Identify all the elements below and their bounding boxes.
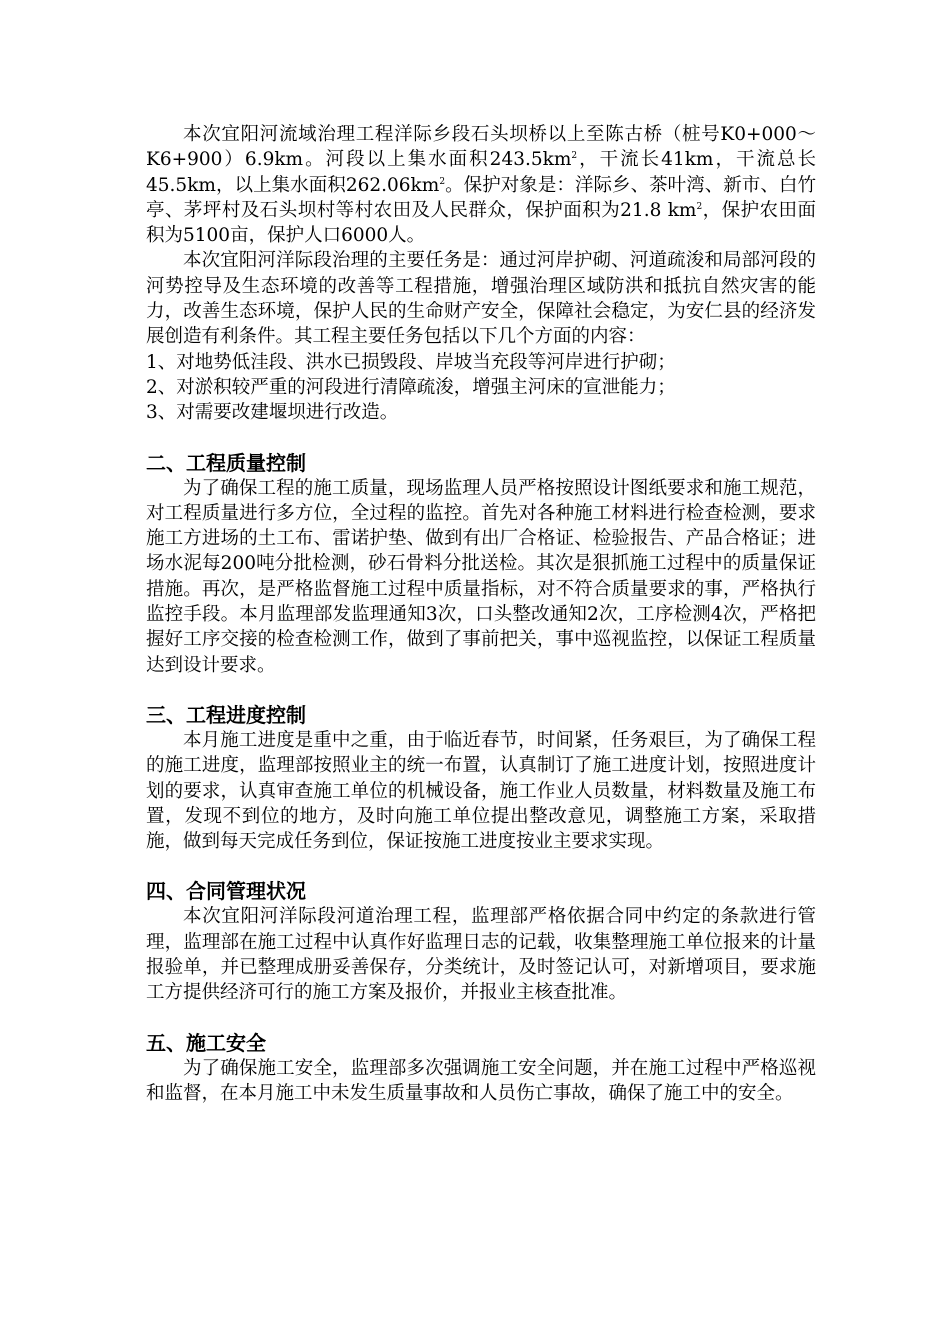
section-quality-control bbox=[146, 451, 816, 678]
section-heading: 二、工程质量控制 bbox=[146, 450, 306, 475]
section-body: 本次宜阳河洋际段河道治理工程，监理部严格依据合同中约定的条款进行管理，监理部在施工过程中认真作好监理日志的记载，收集整理施工单位报来的计量报验单，并已整理成册妥善保存，分类统计，及时签记认可，对新增项目，要求施工方提供经济可行的施工方案及报价，并报业主核查批准。 bbox=[146, 906, 816, 1004]
intro-text-part-1: 本次宜阳河流域治理工程洋际乡段石头坝桥以上至陈古桥（桩号K0+000～K6+900）6.9km。河段以上集水面积243.5km bbox=[146, 124, 816, 171]
section-heading: 四、合同管理状况 bbox=[146, 879, 306, 904]
section-construction-safety bbox=[146, 1031, 816, 1107]
section-body: 为了确保施工安全，监理部多次强调施工安全问题，并在施工过程中严格巡视和监督，在本月施工中未发生质量事故和人员伤亡事故，确保了施工中的安全。 bbox=[146, 1057, 816, 1104]
intro-text-part-3: 。保护对象是：洋际乡、茶叶湾、新市、白竹亭、茅坪村及石头坝村等村农田及人民群众，保护面积为21.8 km bbox=[146, 174, 816, 221]
task-list-item: 1、对地势低洼段、洪水已损毁段、岸坡当充段等河岸进行护砌； bbox=[146, 351, 676, 373]
section-heading: 三、工程进度控制 bbox=[146, 702, 306, 727]
intro-text-part-2: ，干流长41km，干流总长45.5km，以上集水面积262.06km bbox=[146, 149, 816, 196]
section-contract-management bbox=[146, 879, 816, 1005]
superscript-2: 2 bbox=[571, 151, 578, 162]
section-body: 本月施工进度是重中之重，由于临近春节，时间紧，任务艰巨，为了确保工程的施工进度，监理部按照业主的统一布置，认真制订了施工进度计划，按照进度计划的要求，认真审查施工单位的机械设备，施工作业人员数量，材料数量及施工布置，发现不到位的地方，及时向施工单位提出整改意见，调整施工方案，采取措施，做到每天完成任务到位，保证按施工进度按业主要求实现。 bbox=[146, 729, 816, 853]
section-progress-control bbox=[146, 703, 816, 854]
section-heading: 五、施工安全 bbox=[146, 1030, 266, 1055]
intro-paragraph-1 bbox=[146, 122, 816, 248]
section-body: 为了确保工程的施工质量，现场监理人员严格按照设计图纸要求和施工规范，对工程质量进行多方位，全过程的监控。首先对各种施工材料进行检查检测，要求施工方进场的土工布、雷诺护垫、做到有出厂合格证、检验报告、产品合格证；进场水泥每200吨分批检测，砂石骨料分批送检。其次是狠抓施工过程中的质量保证措施。再次，是严格监督施工过程中质量指标，对不符合质量要求的事，严格执行监控手段。本月监理部发监理通知3次，口头整改通知2次，工序检测4次，严格把握好工序交接的检查检测工作，做到了事前把关，事中巡视监控，以保证工程质量达到设计要求。 bbox=[146, 477, 816, 676]
intro-text-part-4: ，保护农田面积为5100亩，保护人口6000人。 bbox=[146, 199, 816, 247]
task-list-item: 2、对淤积较严重的河段进行清障疏浚，增强主河床的宣泄能力； bbox=[146, 376, 676, 398]
intro-paragraph-2: 本次宜阳河洋际段治理的主要任务是：通过河岸护砌、河道疏浚和局部河段的河势控导及生态环境的改善等工程措施，增强治理区域防洪和抵抗自然灾害的能力，改善生态环境，保护人民的生命财产安全，保障社会稳定，为安仁县的经济发展创造有利条件。其工程主要任务包括以下几个方面的内容： bbox=[146, 250, 816, 348]
superscript-2: 2 bbox=[439, 176, 446, 187]
document-page bbox=[146, 122, 816, 1106]
superscript-2: 2 bbox=[696, 201, 703, 212]
task-list-item: 3、对需要改建堰坝进行改造。 bbox=[146, 402, 399, 424]
